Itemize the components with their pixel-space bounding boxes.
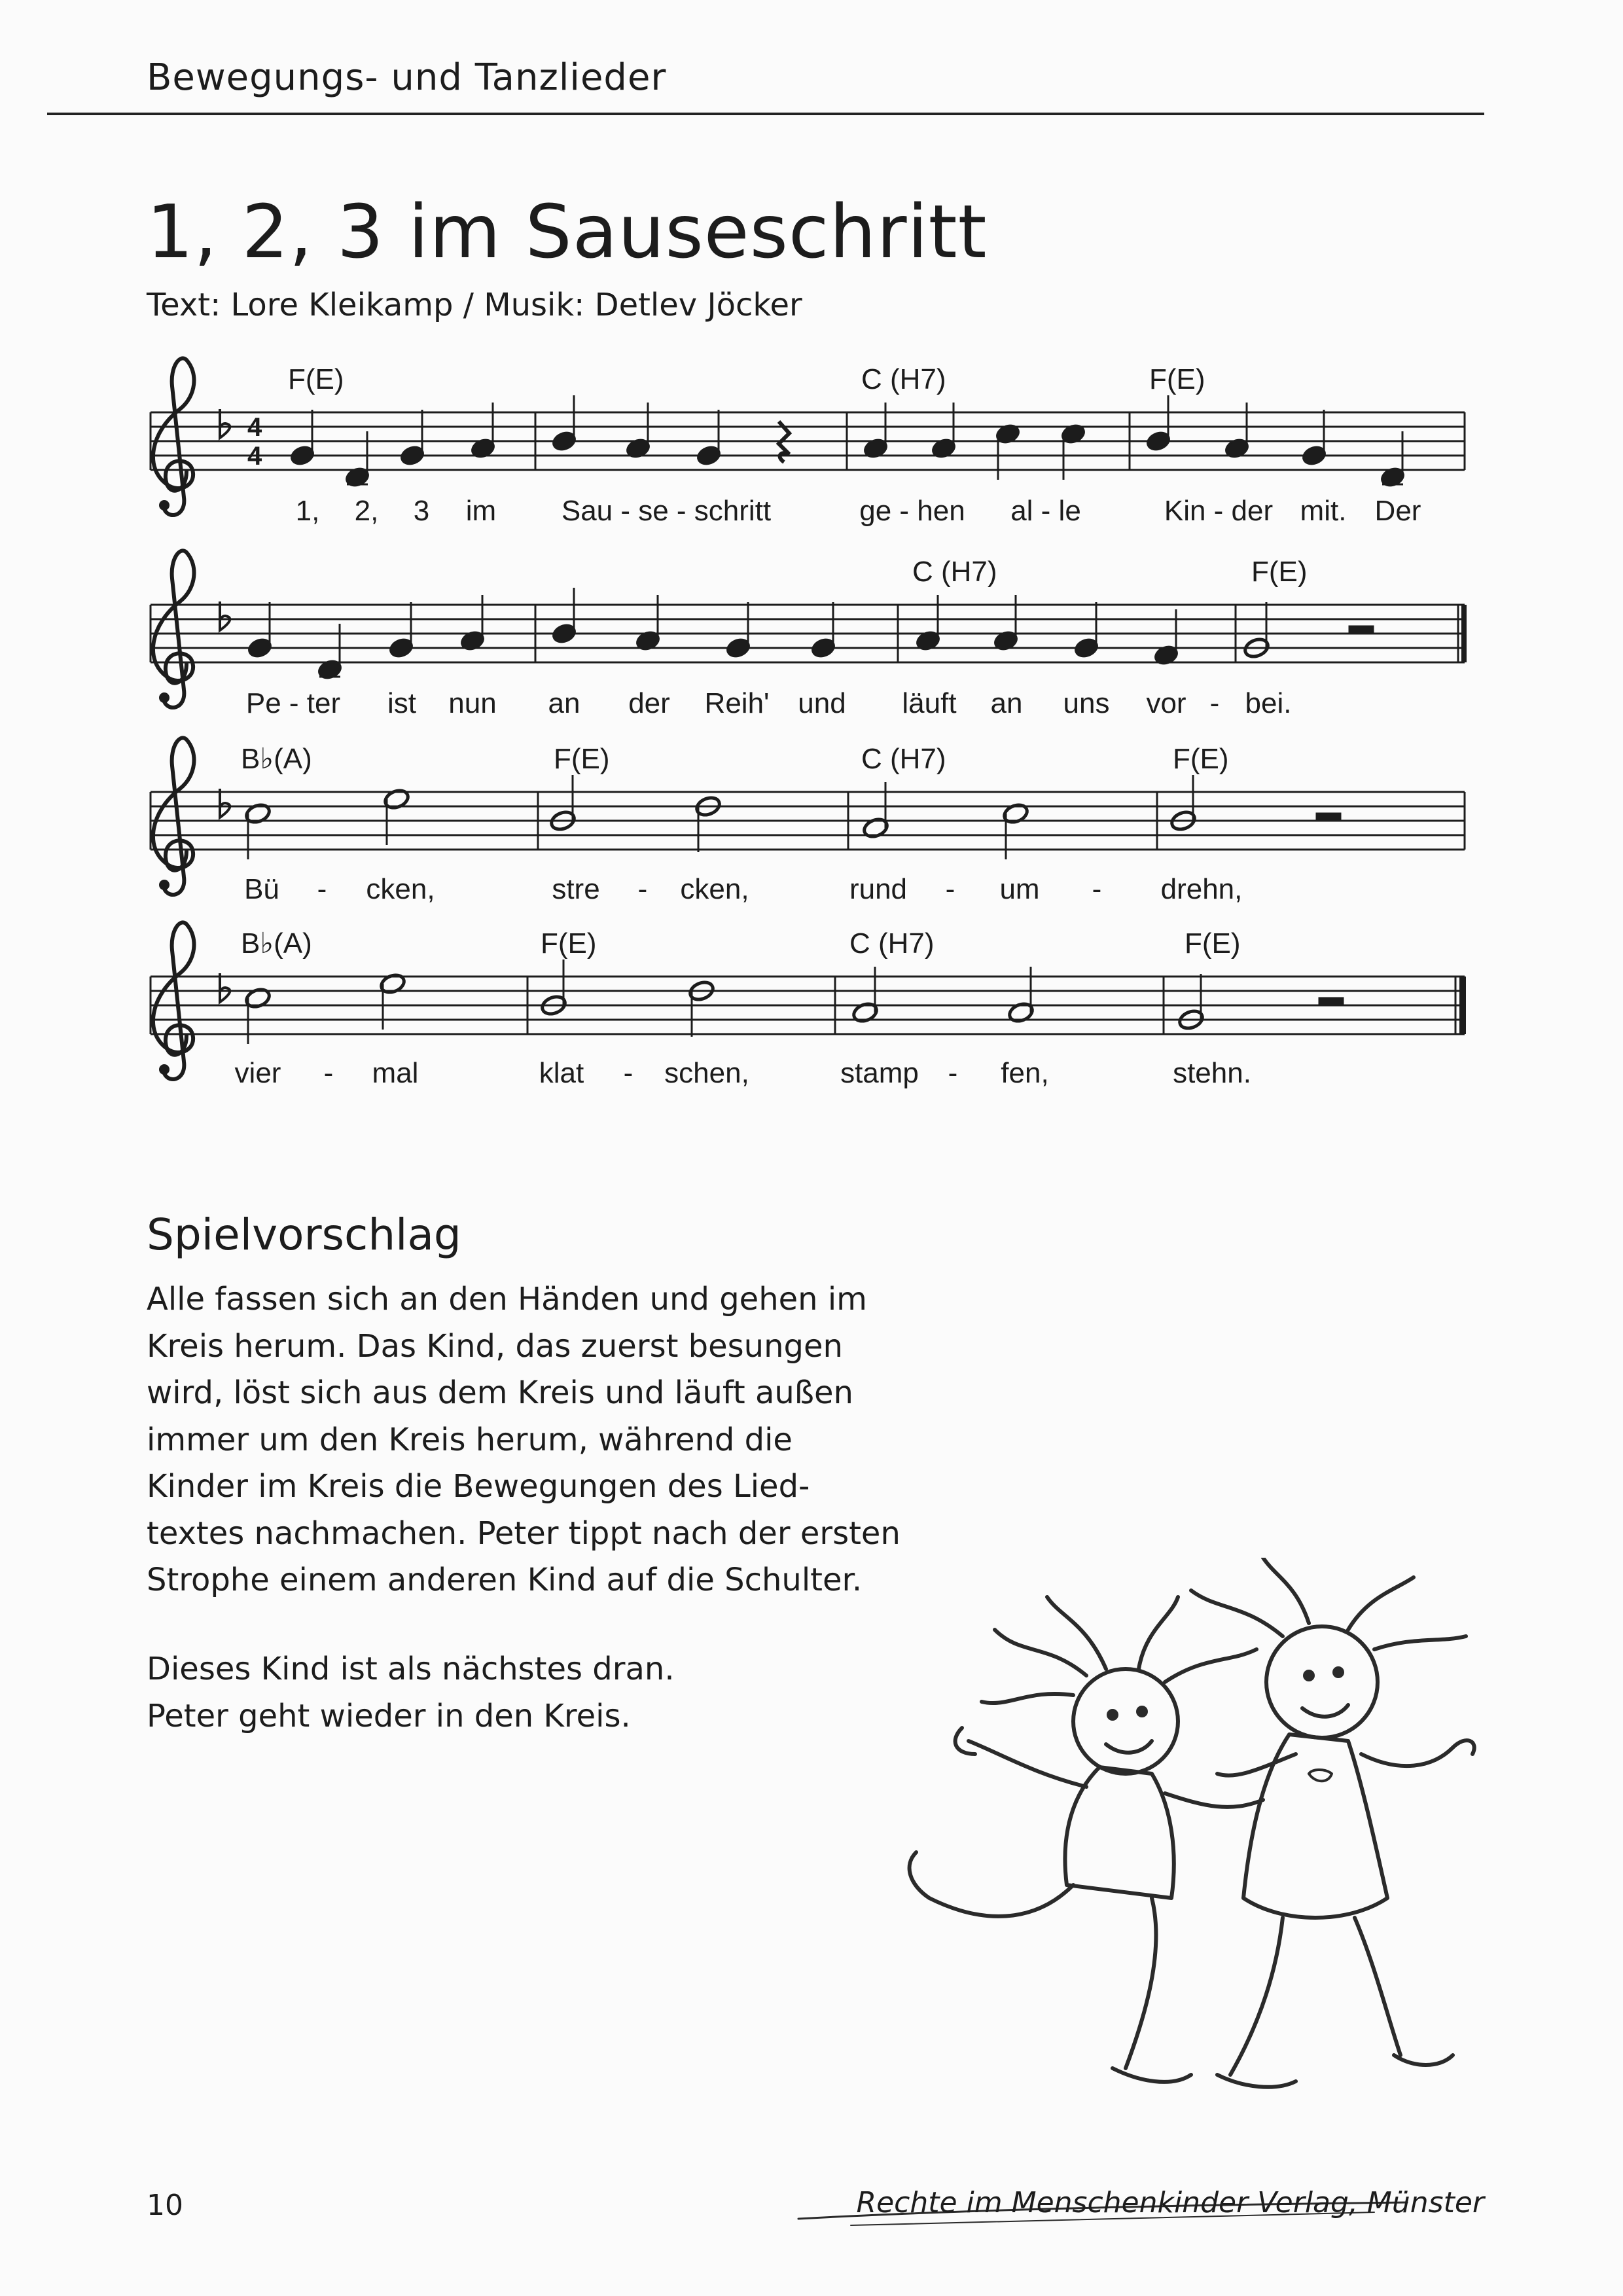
lyric-syllable: im xyxy=(465,495,497,527)
staff-system-2 xyxy=(151,550,1467,719)
child-girl xyxy=(1191,1558,1474,2087)
chord-label: C (H7) xyxy=(912,556,997,588)
chord-label: B♭(A) xyxy=(241,743,312,775)
lyric-syllable: cken, xyxy=(680,873,749,905)
running-children-illustration xyxy=(720,1558,1505,2238)
running-header: Bewegungs- und Tanzlieder xyxy=(147,56,667,99)
lyric-syllable: - xyxy=(1092,873,1102,905)
chord-label: F(E) xyxy=(1251,556,1308,588)
text-line: Alle fassen sich an den Händen und gehen im xyxy=(147,1281,867,1318)
lyric-syllable: - xyxy=(637,873,648,905)
lyric-syllable: der xyxy=(628,687,670,719)
lyric-syllable: mit. xyxy=(1300,495,1347,527)
treble-clef-icon xyxy=(153,550,194,708)
flat-sign-icon xyxy=(220,601,230,630)
lyric-syllable: mal xyxy=(372,1057,419,1089)
instructions-paragraph-1 xyxy=(147,1276,901,1604)
text-line: Kreis herum. Das Kind, das zuerst besungen xyxy=(147,1327,843,1365)
lyric-syllable: Reih' xyxy=(704,687,770,719)
lyric-syllable: - xyxy=(623,1057,633,1089)
lyric-syllable: läuft xyxy=(902,687,957,719)
lyric-syllable: - xyxy=(948,1057,958,1089)
instructions-paragraph-2 xyxy=(147,1646,675,1740)
chord-label: F(E) xyxy=(1149,363,1205,395)
lyric-syllable: fen, xyxy=(1001,1057,1049,1089)
flat-sign-icon xyxy=(220,409,230,438)
lyric-syllable: - xyxy=(945,873,955,905)
chord-label: F(E) xyxy=(288,363,344,395)
chord-label: F(E) xyxy=(1173,743,1229,775)
staff-system-3 xyxy=(151,738,1465,905)
staff-system-1 xyxy=(151,358,1465,527)
text-line: Dieses Kind ist als nächstes dran. xyxy=(147,1651,675,1687)
lyric-syllable: Der xyxy=(1374,495,1421,527)
lyric-syllable: vier xyxy=(234,1057,281,1089)
child-boy xyxy=(910,1597,1263,2082)
lyric-syllable: und xyxy=(798,687,846,719)
lyric-syllable: bei. xyxy=(1245,687,1292,719)
staff-system-4 xyxy=(151,922,1466,1089)
text-line: Kinder im Kreis die Bewegungen des Lied- xyxy=(147,1468,810,1505)
final-bar xyxy=(1459,977,1466,1034)
treble-clef-icon xyxy=(153,738,194,895)
flat-sign-icon xyxy=(220,789,230,817)
chord-label: C (H7) xyxy=(861,743,946,775)
lyric-syllable: uns xyxy=(1063,687,1110,719)
lyric-syllable: cken, xyxy=(366,873,435,905)
lyric-syllable: vor xyxy=(1146,687,1186,719)
lyric-syllable: Pe - ter xyxy=(245,687,341,719)
time-signature: 4 xyxy=(247,413,262,442)
lyric-syllable: stehn. xyxy=(1173,1057,1251,1089)
lyric-syllable: Kin - der xyxy=(1164,495,1274,527)
lyric-syllable: stamp xyxy=(840,1057,919,1089)
lyric-syllable: Sau - se - schritt xyxy=(561,495,772,527)
page-number: 10 xyxy=(147,2189,183,2222)
text-line: Peter geht wieder in den Kreis. xyxy=(147,1697,631,1734)
sheet-music xyxy=(0,0,1623,1126)
lyric-syllable: rund xyxy=(849,873,908,905)
text-line: immer um den Kreis herum, während die xyxy=(147,1421,793,1458)
chord-label: B♭(A) xyxy=(241,927,312,960)
section-heading: Spielvorschlag xyxy=(147,1210,461,1260)
song-credits: Text: Lore Kleikamp / Musik: Detlev Jöcker xyxy=(147,287,802,323)
lyric-syllable: ist xyxy=(387,687,416,719)
chord-label: F(E) xyxy=(1185,927,1241,960)
treble-clef-icon xyxy=(153,922,194,1079)
song-title: 1, 2, 3 im Sauseschritt xyxy=(147,190,988,275)
lyric-syllable: klat xyxy=(539,1057,584,1089)
chord-label: F(E) xyxy=(554,743,610,775)
notes xyxy=(244,960,1343,1044)
lyric-syllable: - xyxy=(323,1057,334,1089)
lyric-syllable: 1, xyxy=(295,495,320,527)
lyric-syllable: an xyxy=(990,687,1023,719)
chord-label: C (H7) xyxy=(849,927,935,960)
lyric-syllable: um xyxy=(999,873,1040,905)
time-signature: 4 xyxy=(247,442,262,471)
lyric-syllable: Bü xyxy=(244,873,279,905)
text-line: Strophe einem anderen Kind auf die Schulter. xyxy=(147,1562,863,1598)
lyric-syllable: al - le xyxy=(1010,495,1081,527)
lyric-syllable: - xyxy=(1209,687,1220,719)
chord-label: F(E) xyxy=(541,927,597,960)
lyric-syllable: schen, xyxy=(664,1057,749,1089)
chord-label: C (H7) xyxy=(861,363,946,395)
text-line: textes nachmachen. Peter tippt nach der ersten xyxy=(147,1515,901,1552)
text-line: wird, löst sich aus dem Kreis und läuft außen xyxy=(147,1374,853,1411)
notes xyxy=(244,775,1340,859)
flat-sign-icon xyxy=(220,973,230,1002)
repeat-bar xyxy=(1461,605,1467,662)
lyric-syllable: nun xyxy=(448,687,497,719)
rights-notice: Rechte im Menschenkinder Verlag, Münster xyxy=(856,2186,1484,2219)
lyric-syllable: - xyxy=(317,873,327,905)
lyric-syllable: 3 xyxy=(413,495,430,527)
lyric-syllable: ge - hen xyxy=(859,495,965,527)
treble-clef-icon xyxy=(153,358,194,515)
lyric-syllable: an xyxy=(548,687,580,719)
lyric-syllable: stre xyxy=(552,873,600,905)
lyric-syllable: 2, xyxy=(354,495,379,527)
lyric-syllable: drehn, xyxy=(1160,873,1243,905)
